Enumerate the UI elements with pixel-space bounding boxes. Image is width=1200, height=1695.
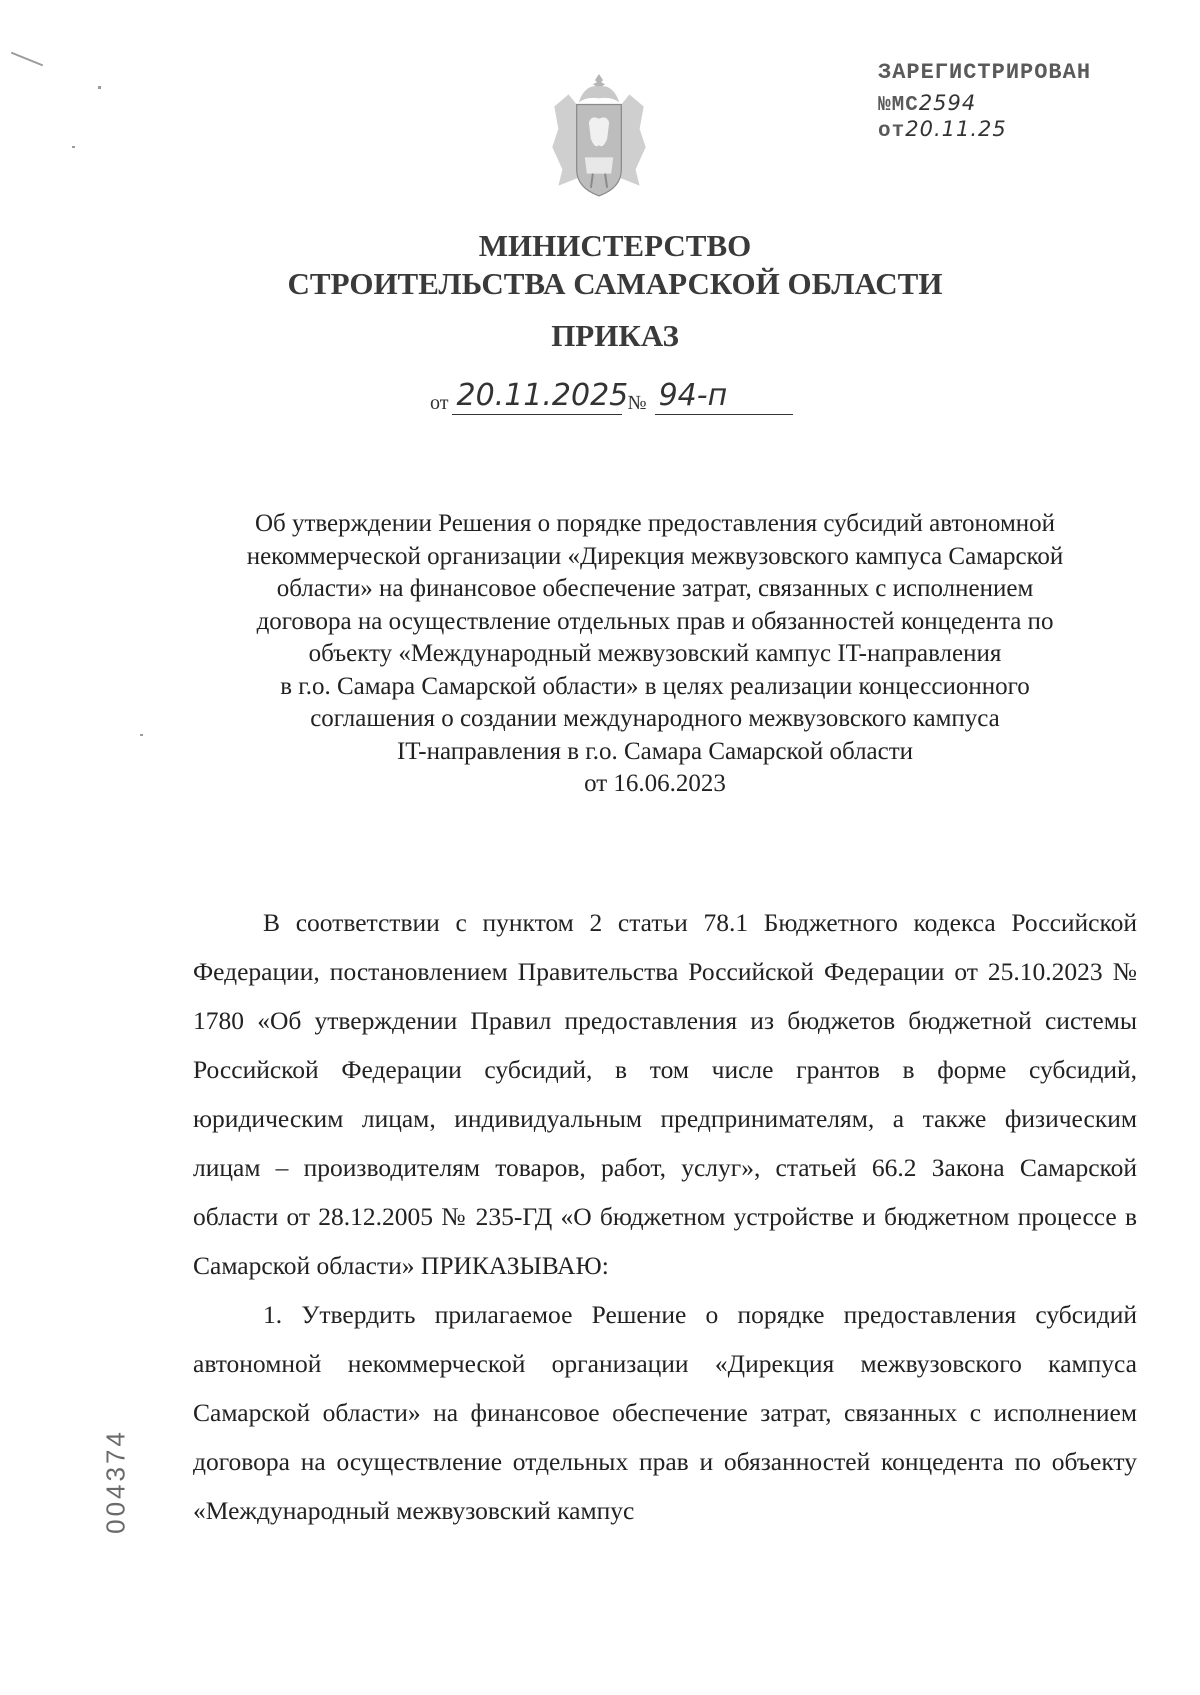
order-number-label: № xyxy=(627,392,647,414)
title-line: договора на осуществление отдельных прав и обязанностей концедента по xyxy=(256,607,1054,635)
order-date-number xyxy=(430,378,793,414)
title-line: некоммерческой организации «Дирекция межвузовского кампуса Самарской xyxy=(246,542,1064,570)
stamp-from-label: от xyxy=(878,120,906,143)
title-line: объекту «Международный межвузовский кампус IT-направления xyxy=(308,640,1002,667)
document-type: ПРИКАЗ xyxy=(551,318,679,353)
ministry-line2: СТРОИТЕЛЬСТВА САМАРСКОЙ ОБЛАСТИ xyxy=(287,266,943,301)
registration-stamp xyxy=(878,60,1118,143)
ministry-line1: МИНИСТЕРСТВО xyxy=(478,228,752,263)
body-paragraph-preamble: В соответствии с пунктом 2 статьи 78.1 Бюджетного кодекса Российской Федерации, постановлением Правительства Российской Федерации от 25.10.2023 № 1780 «Об утверждении Правил предоставления из бюджетов бюджетной системы Российской Федерации субсидий, в том числе грантов в форме субсидий, юридическим лицам, индивидуальным предпринимателям, а также физическим лицам – производителям товаров, работ, услуг», статьей 66.2 Закона Самарской области от 28.12.2005 № 235-ГД «О бюджетном устройстве и бюджетном процессе в Самарской области» ПРИКАЗЫВАЮ: xyxy=(193,908,1137,1280)
order-date: 20.11.2025 xyxy=(452,378,622,415)
body-paragraph-item-1: 1. Утвердить прилагаемое Решение о порядке предоставления субсидий автономной некоммерческой организации «Дирекция межвузовского кампуса Самарской области» на финансовое обеспечение затрат, связанных с исполнением договора на осуществление отдельных прав и обязанностей концедента по объекту «Международный межвузовский кампус xyxy=(193,1300,1137,1525)
document-body xyxy=(193,898,1137,1535)
scan-artifact xyxy=(72,146,75,148)
stamp-line1: ЗАРЕГИСТРИРОВАН xyxy=(878,60,1092,85)
title-line: от 16.06.2023 xyxy=(584,770,726,797)
ministry-name xyxy=(0,227,1200,303)
document-title xyxy=(180,508,1130,801)
title-line: в г.о. Самара Самарской области» в целях реализации концессионного xyxy=(280,672,1030,700)
stamp-reg-date: 20.11.25 xyxy=(905,117,1007,141)
scan-artifact xyxy=(140,734,143,736)
title-line: соглашения о создании международного межвузовского кампуса xyxy=(310,705,1000,732)
order-from-label: от xyxy=(430,392,449,414)
title-line: IT-направления в г.о. Самара Самарской области xyxy=(396,737,914,765)
stamp-reg-number: 2594 xyxy=(918,91,977,115)
scan-artifact xyxy=(98,86,101,89)
samara-coat-of-arms-icon xyxy=(548,72,650,202)
scan-artifact xyxy=(11,52,43,67)
title-line: области» на финансовое обеспечение затрат, связанных с исполнением xyxy=(276,575,1034,602)
stamp-line2 xyxy=(878,91,1118,143)
title-line: Об утверждении Решения о порядке предоставления субсидий автономной xyxy=(254,510,1056,537)
order-number: 94-п xyxy=(655,378,793,415)
side-serial-number: 004374 xyxy=(100,1429,131,1534)
stamp-prefix: №МС xyxy=(878,94,919,117)
